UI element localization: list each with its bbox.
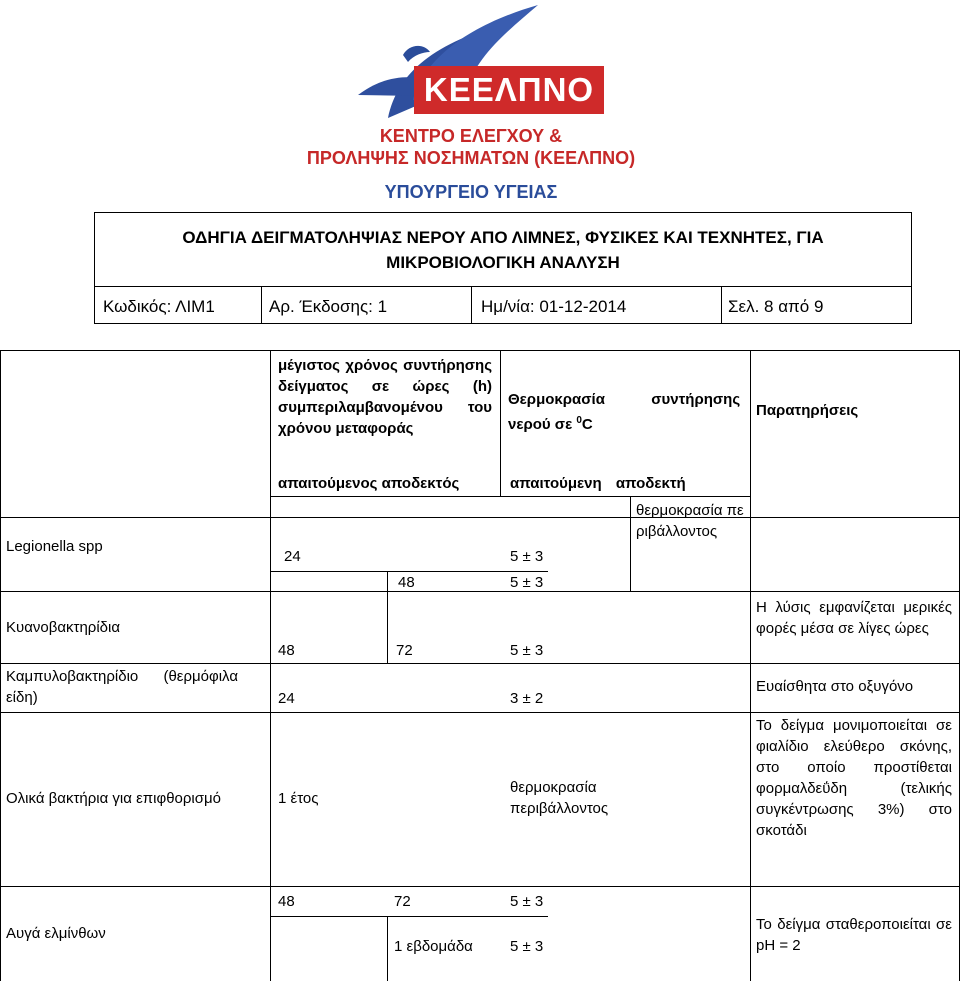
row-campylo-notes: Ευαίσθητα στο οξυγόνο [756, 678, 914, 695]
divider [261, 287, 262, 324]
header-temp-degree: 0 [576, 415, 582, 426]
row-total-bacteria-parameter: Ολικά βακτήρια για επιφθορισμό [6, 790, 221, 807]
sample-preservation-table [0, 350, 960, 981]
page-number: Σελ. 8 από 9 [728, 297, 824, 316]
row-helminth-notes: Το δείγμα σταθεροποιείται σε pH = 2 [756, 916, 952, 954]
row-campylo-time: 24 [278, 690, 295, 707]
logo-line-3: ΥΠΟΥΡΓΕΙΟ ΥΓΕΙΑΣ [384, 182, 558, 202]
grid-line [630, 496, 631, 591]
header-temp-word2: συντήρησης [651, 391, 741, 408]
row-campylo-parameter: Καμπυλοβακτηρίδιο (θερμόφιλα είδη) [6, 668, 238, 706]
grid-line [0, 517, 960, 518]
row-cyano-notes: Η λύσις εμφανίζεται μερικές φορές μέσα σε λίγες ώρες [756, 599, 952, 637]
row-legionella-time-acceptable: 48 [398, 574, 415, 591]
row-campylo-temp: 3 ± 2 [510, 690, 544, 707]
row-cyano-time-acceptable: 72 [396, 642, 413, 659]
grid-line [0, 886, 960, 887]
grid-line [387, 571, 388, 663]
document-title-cell [95, 213, 911, 287]
row-legionella-time: 24 [284, 548, 301, 565]
grid-line [270, 916, 548, 917]
grid-line [0, 350, 960, 351]
row-helminth-parameter: Αυγά ελμίνθων [6, 925, 106, 942]
header-temp-line2 [508, 410, 593, 435]
grid-line [387, 916, 388, 981]
header-temp [508, 389, 748, 410]
grid-line [750, 350, 751, 981]
row-helminth-time-acceptable: 72 [394, 893, 411, 910]
grid-line [0, 591, 960, 592]
row-cyano-temp: 5 ± 3 [510, 642, 544, 659]
row-helminth-time: 48 [278, 893, 295, 910]
grid-line [270, 350, 271, 981]
document-issue: Αρ. Έκδοσης: 1 [269, 297, 388, 316]
divider [721, 287, 722, 324]
logo-line-1: ΚΕΝΤΡΟ ΕΛΕΓΧΟΥ & [379, 126, 563, 146]
row-cyano-time: 48 [278, 642, 295, 659]
header-temp-word1: Θερμοκρασία [508, 391, 605, 408]
row-total-bacteria-temp: θερμοκρασία περιβάλλοντος [510, 779, 609, 817]
row-helminth-time-acceptable-2: 1 εβδομάδα [394, 938, 473, 955]
subheader-temp: απαιτούμενη αποδεκτή [510, 475, 686, 492]
row-legionella-temp-acceptable: θερμοκρασία περιβάλλοντος [636, 502, 744, 540]
grid-line [0, 663, 960, 664]
grid-line [0, 712, 960, 713]
row-helminth-temp: 5 ± 3 [510, 893, 544, 910]
grid-line [0, 350, 1, 981]
row-legionella-parameter: Legionella spp [6, 538, 103, 555]
header-notes: Παρατηρήσεις [756, 402, 859, 419]
document-header [94, 212, 912, 324]
subheader-time: απαιτούμενος αποδεκτός [278, 475, 460, 492]
row-legionella-temp-2: 5 ± 3 [510, 574, 544, 591]
organization-logo [238, 0, 704, 210]
grid-line [270, 496, 750, 497]
row-legionella-temp: 5 ± 3 [510, 548, 544, 565]
logo-badge: ΚΕΕΛΠΝΟ [414, 66, 604, 114]
header-temp-unit: C [581, 416, 593, 433]
row-helminth-temp-2: 5 ± 3 [510, 938, 544, 955]
header-max-time: μέγιστος χρόνος συντήρησης δείγματος σε ώρες (h) συμπεριλαμβανομένου του χρόνου μεταφοράς [278, 357, 492, 437]
document-title: ΟΔΗΓΙΑ ΔΕΙΓΜΑΤΟΛΗΨΙΑΣ ΝΕΡΟΥ ΑΠΟ ΛΙΜΝΕΣ, ΦΥΣΙΚΕΣ ΚΑΙ ΤΕΧΝΗΤΕΣ, ΓΙΑ ΜΙΚΡΟΒΙΟΛΟΓΙΚΗ ΑΝΑΛΥΣΗ [182, 227, 824, 272]
document-code: Κωδικός: ΛΙΜ1 [103, 297, 215, 316]
document-date: Ημ/νία: 01-12-2014 [481, 297, 627, 316]
divider [471, 287, 472, 324]
row-total-bacteria-time: 1 έτος [278, 790, 319, 807]
logo-line-2: ΠΡΟΛΗΨΗΣ ΝΟΣΗΜΑΤΩΝ (ΚΕΕΛΠΝΟ) [306, 148, 636, 168]
grid-line [500, 350, 501, 496]
row-total-bacteria-notes: Το δείγμα μονιμοποιείται σε φιαλίδιο ελεύθερο σκόνης, στο οποίο προστίθεται φορμαλδεΰδη (τελικής συγκέντρωσης 3%) στο σκοτάδι [756, 717, 952, 839]
header-temp-word3: νερού σε [508, 416, 573, 433]
row-cyano-parameter: Κυανοβακτηρίδια [6, 619, 121, 636]
